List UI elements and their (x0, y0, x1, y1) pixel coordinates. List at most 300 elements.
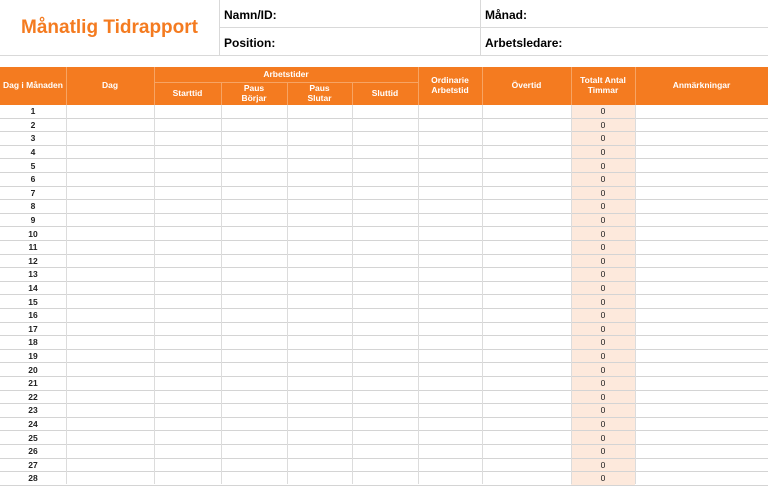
regular-hours-cell[interactable] (418, 309, 482, 322)
regular-hours-cell[interactable] (418, 268, 482, 281)
table-row (0, 350, 768, 364)
overtime-cell[interactable] (482, 146, 571, 159)
start-time-cell[interactable] (154, 323, 221, 336)
table-row (0, 431, 768, 445)
overtime-cell[interactable] (482, 431, 571, 444)
day-of-month-cell: 17 (28, 323, 38, 334)
start-time-cell[interactable] (154, 350, 221, 363)
remarks-cell[interactable] (635, 323, 768, 336)
day-of-month-cell: 9 (30, 215, 36, 226)
overtime-cell[interactable] (482, 200, 571, 213)
remarks-cell[interactable] (635, 431, 768, 444)
total-hours-cell: 0 (571, 309, 635, 322)
day-cell[interactable] (66, 431, 154, 444)
start-time-cell[interactable] (154, 268, 221, 281)
regular-hours-cell[interactable] (418, 323, 482, 336)
day-cell[interactable] (66, 105, 154, 118)
start-time-cell[interactable] (154, 445, 221, 458)
break-end-cell[interactable] (287, 200, 352, 213)
start-time-cell[interactable] (154, 363, 221, 376)
regular-hours-cell[interactable] (418, 391, 482, 404)
break-start-cell[interactable] (221, 214, 287, 227)
overtime-cell[interactable] (482, 173, 571, 186)
break-end-cell[interactable] (287, 282, 352, 295)
end-time-cell[interactable] (352, 105, 418, 118)
break-start-cell[interactable] (221, 282, 287, 295)
total-hours-cell: 0 (571, 282, 635, 295)
table-row (0, 187, 768, 201)
table-row (0, 227, 768, 241)
regular-hours-cell[interactable] (418, 132, 482, 145)
break-end-cell[interactable] (287, 418, 352, 431)
day-of-month-cell: 16 (28, 310, 38, 321)
start-time-cell[interactable] (154, 227, 221, 240)
day-of-month-cell: 7 (30, 187, 36, 198)
overtime-cell[interactable] (482, 472, 571, 485)
day-cell[interactable] (66, 472, 154, 485)
break-end-cell[interactable] (287, 404, 352, 417)
remarks-cell[interactable] (635, 404, 768, 417)
end-time-cell[interactable] (352, 159, 418, 172)
day-of-month-cell: 20 (28, 364, 38, 375)
day-cell[interactable] (66, 159, 154, 172)
total-hours-cell: 0 (571, 391, 635, 404)
remarks-cell[interactable] (635, 268, 768, 281)
end-time-cell[interactable] (352, 146, 418, 159)
header-separator (418, 67, 419, 105)
break-end-cell[interactable] (287, 472, 352, 485)
end-time-cell[interactable] (352, 404, 418, 417)
remarks-cell[interactable] (635, 159, 768, 172)
sheet-header (0, 0, 768, 60)
break-end-cell[interactable] (287, 445, 352, 458)
break-start-cell[interactable] (221, 363, 287, 376)
regular-hours-cell[interactable] (418, 350, 482, 363)
end-time-cell[interactable] (352, 459, 418, 472)
break-start-cell[interactable] (221, 445, 287, 458)
regular-hours-cell[interactable] (418, 282, 482, 295)
grid-line (571, 105, 572, 484)
table-row (0, 146, 768, 160)
col-break-start: Paus Börjar (241, 82, 267, 103)
day-of-month-cell: 22 (28, 391, 38, 402)
regular-hours-cell[interactable] (418, 418, 482, 431)
regular-hours-cell[interactable] (418, 431, 482, 444)
regular-hours-cell[interactable] (418, 119, 482, 132)
remarks-cell[interactable] (635, 227, 768, 240)
start-time-cell[interactable] (154, 146, 221, 159)
day-cell[interactable] (66, 404, 154, 417)
break-end-cell[interactable] (287, 268, 352, 281)
start-time-cell[interactable] (154, 431, 221, 444)
start-time-cell[interactable] (154, 255, 221, 268)
end-time-cell[interactable] (352, 268, 418, 281)
end-time-cell[interactable] (352, 363, 418, 376)
remarks-cell[interactable] (635, 146, 768, 159)
regular-hours-cell[interactable] (418, 105, 482, 118)
overtime-cell[interactable] (482, 282, 571, 295)
remarks-cell[interactable] (635, 255, 768, 268)
end-time-cell[interactable] (352, 187, 418, 200)
header-separator (352, 82, 353, 105)
regular-hours-cell[interactable] (418, 159, 482, 172)
break-start-cell[interactable] (221, 146, 287, 159)
regular-hours-cell[interactable] (418, 377, 482, 390)
regular-hours-cell[interactable] (418, 255, 482, 268)
start-time-cell[interactable] (154, 241, 221, 254)
break-end-cell[interactable] (287, 227, 352, 240)
regular-hours-cell[interactable] (418, 363, 482, 376)
table-row (0, 173, 768, 187)
remarks-cell[interactable] (635, 445, 768, 458)
end-time-cell[interactable] (352, 431, 418, 444)
break-start-cell[interactable] (221, 241, 287, 254)
table-row (0, 459, 768, 473)
day-of-month-cell: 13 (28, 269, 38, 280)
day-cell[interactable] (66, 241, 154, 254)
day-cell[interactable] (66, 295, 154, 308)
header-divider (0, 55, 768, 56)
overtime-cell[interactable] (482, 214, 571, 227)
col-remarks: Anmärkningar (672, 80, 731, 91)
remarks-cell[interactable] (635, 295, 768, 308)
break-start-cell[interactable] (221, 119, 287, 132)
total-hours-cell: 0 (571, 336, 635, 349)
break-start-cell[interactable] (221, 295, 287, 308)
regular-hours-cell[interactable] (418, 445, 482, 458)
end-time-cell[interactable] (352, 445, 418, 458)
grid-line (287, 105, 288, 484)
total-hours-cell: 0 (571, 132, 635, 145)
day-of-month-cell: 10 (28, 228, 38, 239)
manager-field[interactable]: Arbetsledare: (485, 36, 563, 50)
break-start-cell[interactable] (221, 309, 287, 322)
break-start-cell[interactable] (221, 431, 287, 444)
remarks-cell[interactable] (635, 282, 768, 295)
day-cell[interactable] (66, 132, 154, 145)
break-end-cell[interactable] (287, 336, 352, 349)
day-cell[interactable] (66, 146, 154, 159)
total-hours-cell: 0 (571, 363, 635, 376)
total-hours-cell: 0 (571, 295, 635, 308)
position-field[interactable]: Position: (224, 36, 276, 50)
start-time-cell[interactable] (154, 214, 221, 227)
day-cell[interactable] (66, 214, 154, 227)
regular-hours-cell[interactable] (418, 214, 482, 227)
overtime-cell[interactable] (482, 459, 571, 472)
break-start-cell[interactable] (221, 268, 287, 281)
overtime-cell[interactable] (482, 159, 571, 172)
end-time-cell[interactable] (352, 418, 418, 431)
grid-line (482, 105, 483, 484)
break-start-cell[interactable] (221, 227, 287, 240)
overtime-cell[interactable] (482, 323, 571, 336)
day-cell[interactable] (66, 377, 154, 390)
table-row (0, 309, 768, 323)
total-hours-cell: 0 (571, 350, 635, 363)
day-of-month-cell: 15 (28, 296, 38, 307)
end-time-cell[interactable] (352, 295, 418, 308)
regular-hours-cell[interactable] (418, 227, 482, 240)
break-start-cell[interactable] (221, 350, 287, 363)
overtime-cell[interactable] (482, 336, 571, 349)
break-end-cell[interactable] (287, 132, 352, 145)
table-row (0, 363, 768, 377)
day-cell[interactable] (66, 268, 154, 281)
break-start-cell[interactable] (221, 404, 287, 417)
start-time-cell[interactable] (154, 187, 221, 200)
overtime-cell[interactable] (482, 418, 571, 431)
start-time-cell[interactable] (154, 282, 221, 295)
break-end-cell[interactable] (287, 187, 352, 200)
break-end-cell[interactable] (287, 363, 352, 376)
break-end-cell[interactable] (287, 105, 352, 118)
header-divider (480, 0, 481, 55)
overtime-cell[interactable] (482, 105, 571, 118)
remarks-cell[interactable] (635, 119, 768, 132)
break-end-cell[interactable] (287, 459, 352, 472)
break-start-cell[interactable] (221, 377, 287, 390)
end-time-cell[interactable] (352, 391, 418, 404)
day-of-month-cell: 4 (30, 147, 36, 158)
overtime-cell[interactable] (482, 391, 571, 404)
day-of-month-cell: 2 (30, 119, 36, 130)
total-hours-cell: 0 (571, 268, 635, 281)
end-time-cell[interactable] (352, 255, 418, 268)
day-of-month-cell: 8 (30, 201, 36, 212)
overtime-cell[interactable] (482, 187, 571, 200)
break-end-cell[interactable] (287, 119, 352, 132)
regular-hours-cell[interactable] (418, 459, 482, 472)
day-cell[interactable] (66, 459, 154, 472)
total-hours-cell: 0 (571, 227, 635, 240)
overtime-cell[interactable] (482, 227, 571, 240)
day-of-month-cell: 28 (28, 473, 38, 484)
break-end-cell[interactable] (287, 377, 352, 390)
col-start-time: Starttid (172, 87, 203, 98)
break-end-cell[interactable] (287, 159, 352, 172)
break-end-cell[interactable] (287, 431, 352, 444)
end-time-cell[interactable] (352, 350, 418, 363)
regular-hours-cell[interactable] (418, 200, 482, 213)
grid-line (154, 105, 155, 484)
header-separator (154, 67, 155, 105)
remarks-cell[interactable] (635, 241, 768, 254)
day-cell[interactable] (66, 173, 154, 186)
remarks-cell[interactable] (635, 214, 768, 227)
table-row (0, 418, 768, 432)
end-time-cell[interactable] (352, 241, 418, 254)
remarks-cell[interactable] (635, 309, 768, 322)
end-time-cell[interactable] (352, 173, 418, 186)
remarks-cell[interactable] (635, 336, 768, 349)
total-hours-cell: 0 (571, 323, 635, 336)
day-cell[interactable] (66, 323, 154, 336)
break-start-cell[interactable] (221, 159, 287, 172)
break-end-cell[interactable] (287, 391, 352, 404)
table-row (0, 255, 768, 269)
break-end-cell[interactable] (287, 173, 352, 186)
end-time-cell[interactable] (352, 472, 418, 485)
start-time-cell[interactable] (154, 336, 221, 349)
remarks-cell[interactable] (635, 459, 768, 472)
break-start-cell[interactable] (221, 418, 287, 431)
start-time-cell[interactable] (154, 309, 221, 322)
remarks-cell[interactable] (635, 418, 768, 431)
break-start-cell[interactable] (221, 132, 287, 145)
remarks-cell[interactable] (635, 391, 768, 404)
break-end-cell[interactable] (287, 214, 352, 227)
regular-hours-cell[interactable] (418, 295, 482, 308)
break-start-cell[interactable] (221, 336, 287, 349)
start-time-cell[interactable] (154, 404, 221, 417)
table-row (0, 200, 768, 214)
overtime-cell[interactable] (482, 350, 571, 363)
day-cell[interactable] (66, 200, 154, 213)
remarks-cell[interactable] (635, 187, 768, 200)
day-cell[interactable] (66, 282, 154, 295)
start-time-cell[interactable] (154, 105, 221, 118)
overtime-cell[interactable] (482, 377, 571, 390)
day-cell[interactable] (66, 336, 154, 349)
end-time-cell[interactable] (352, 200, 418, 213)
regular-hours-cell[interactable] (418, 187, 482, 200)
start-time-cell[interactable] (154, 391, 221, 404)
overtime-cell[interactable] (482, 445, 571, 458)
break-end-cell[interactable] (287, 323, 352, 336)
start-time-cell[interactable] (154, 295, 221, 308)
break-start-cell[interactable] (221, 255, 287, 268)
overtime-cell[interactable] (482, 132, 571, 145)
overtime-cell[interactable] (482, 119, 571, 132)
day-cell[interactable] (66, 187, 154, 200)
name-id-field[interactable]: Namn/ID: (224, 8, 277, 22)
grid-line (635, 105, 636, 484)
break-end-cell[interactable] (287, 146, 352, 159)
remarks-cell[interactable] (635, 350, 768, 363)
break-start-cell[interactable] (221, 323, 287, 336)
table-row (0, 404, 768, 418)
start-time-cell[interactable] (154, 200, 221, 213)
end-time-cell[interactable] (352, 119, 418, 132)
day-cell[interactable] (66, 350, 154, 363)
day-cell[interactable] (66, 119, 154, 132)
remarks-cell[interactable] (635, 472, 768, 485)
table-row (0, 105, 768, 119)
day-cell[interactable] (66, 391, 154, 404)
day-cell[interactable] (66, 309, 154, 322)
start-time-cell[interactable] (154, 173, 221, 186)
end-time-cell[interactable] (352, 132, 418, 145)
table-row (0, 445, 768, 459)
table-row (0, 282, 768, 296)
regular-hours-cell[interactable] (418, 472, 482, 485)
header-separator (571, 67, 572, 105)
remarks-cell[interactable] (635, 173, 768, 186)
day-cell[interactable] (66, 445, 154, 458)
remarks-cell[interactable] (635, 105, 768, 118)
end-time-cell[interactable] (352, 336, 418, 349)
total-hours-cell: 0 (571, 472, 635, 485)
table-row (0, 391, 768, 405)
total-hours-cell: 0 (571, 459, 635, 472)
overtime-cell[interactable] (482, 268, 571, 281)
regular-hours-cell[interactable] (418, 173, 482, 186)
overtime-cell[interactable] (482, 295, 571, 308)
break-end-cell[interactable] (287, 295, 352, 308)
day-cell[interactable] (66, 363, 154, 376)
break-start-cell[interactable] (221, 173, 287, 186)
break-start-cell[interactable] (221, 200, 287, 213)
start-time-cell[interactable] (154, 472, 221, 485)
day-of-month-cell: 19 (28, 351, 38, 362)
overtime-cell[interactable] (482, 363, 571, 376)
break-end-cell[interactable] (287, 350, 352, 363)
total-hours-cell: 0 (571, 187, 635, 200)
table-row (0, 336, 768, 350)
break-start-cell[interactable] (221, 391, 287, 404)
month-field[interactable]: Månad: (485, 8, 527, 22)
break-start-cell[interactable] (221, 105, 287, 118)
overtime-cell[interactable] (482, 241, 571, 254)
remarks-cell[interactable] (635, 200, 768, 213)
start-time-cell[interactable] (154, 418, 221, 431)
header-separator (635, 67, 636, 105)
day-of-month-cell: 24 (28, 419, 38, 430)
table-row (0, 119, 768, 133)
start-time-cell[interactable] (154, 159, 221, 172)
day-of-month-cell: 18 (28, 337, 38, 348)
start-time-cell[interactable] (154, 459, 221, 472)
overtime-cell[interactable] (482, 309, 571, 322)
break-start-cell[interactable] (221, 187, 287, 200)
end-time-cell[interactable] (352, 377, 418, 390)
regular-hours-cell[interactable] (418, 146, 482, 159)
end-time-cell[interactable] (352, 227, 418, 240)
overtime-cell[interactable] (482, 404, 571, 417)
end-time-cell[interactable] (352, 214, 418, 227)
end-time-cell[interactable] (352, 282, 418, 295)
day-of-month-cell: 11 (28, 242, 38, 253)
break-start-cell[interactable] (221, 459, 287, 472)
break-end-cell[interactable] (287, 255, 352, 268)
remarks-cell[interactable] (635, 377, 768, 390)
grid-line (418, 105, 419, 484)
end-time-cell[interactable] (352, 323, 418, 336)
overtime-cell[interactable] (482, 255, 571, 268)
start-time-cell[interactable] (154, 132, 221, 145)
remarks-cell[interactable] (635, 363, 768, 376)
day-cell[interactable] (66, 418, 154, 431)
day-of-month-cell: 3 (30, 133, 36, 144)
break-end-cell[interactable] (287, 309, 352, 322)
day-cell[interactable] (66, 227, 154, 240)
break-end-cell[interactable] (287, 241, 352, 254)
start-time-cell[interactable] (154, 119, 221, 132)
end-time-cell[interactable] (352, 309, 418, 322)
remarks-cell[interactable] (635, 132, 768, 145)
table-row (0, 268, 768, 282)
regular-hours-cell[interactable] (418, 404, 482, 417)
regular-hours-cell[interactable] (418, 336, 482, 349)
day-cell[interactable] (66, 255, 154, 268)
col-end-time: Sluttid (371, 87, 399, 98)
day-of-month-cell: 6 (30, 174, 36, 185)
regular-hours-cell[interactable] (418, 241, 482, 254)
start-time-cell[interactable] (154, 377, 221, 390)
break-start-cell[interactable] (221, 472, 287, 485)
grid-line (352, 105, 353, 484)
